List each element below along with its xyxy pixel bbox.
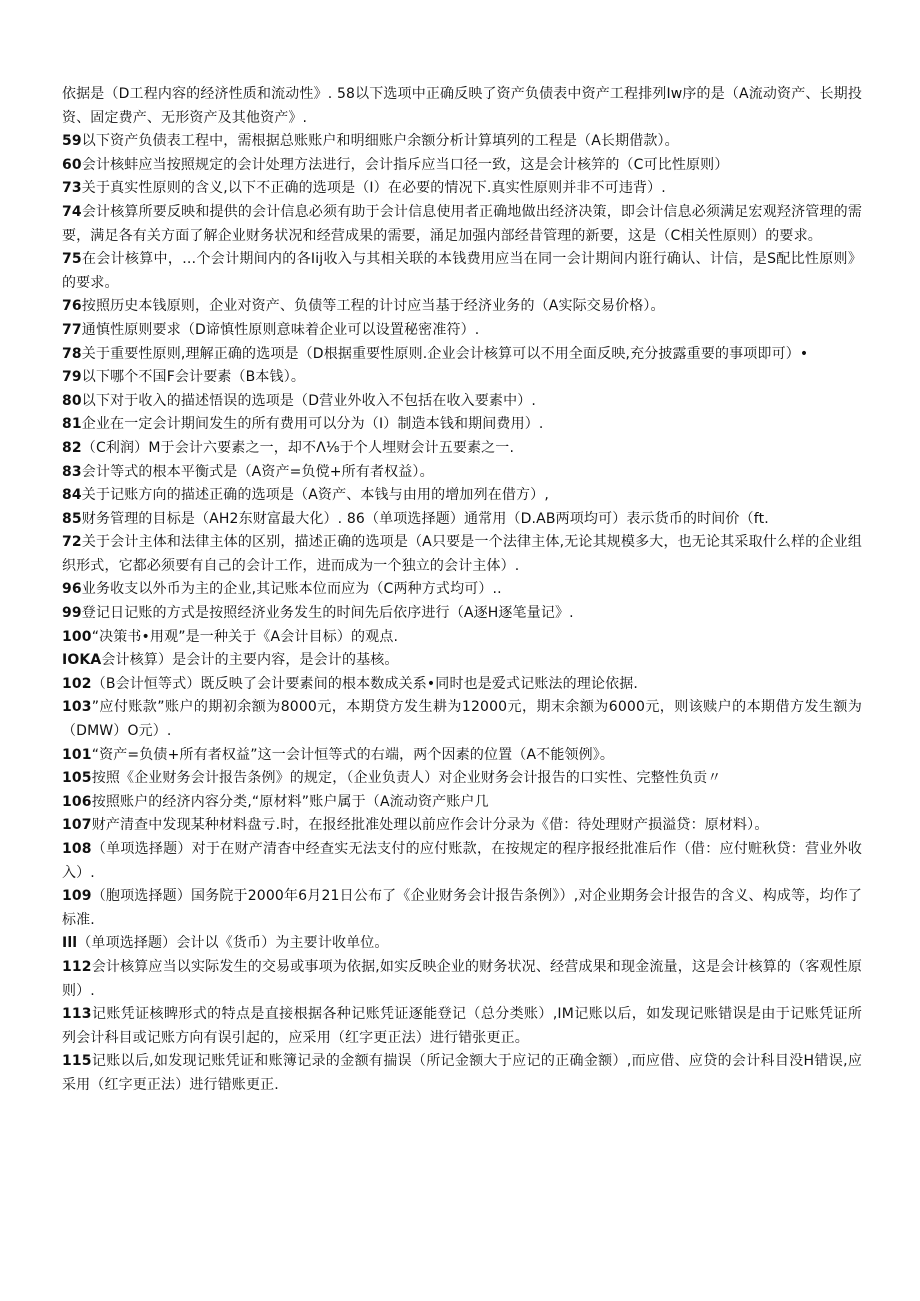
question-text: （B会计恒等式）既反映了会计要素间的根本数成关系•同时也是爱式记账法的理论依据.	[91, 675, 638, 692]
paragraph-q115	[62, 1050, 862, 1097]
paragraph-q76	[62, 295, 862, 319]
question-text: 按照历史本钱原则，企业对资产、负债等工程的计讨应当基于经济业务的（A实际交易价格）。	[81, 298, 665, 315]
question-number: 99	[62, 605, 82, 622]
question-number: 82	[62, 439, 82, 456]
paragraph-q109	[62, 885, 862, 932]
paragraph-q78	[62, 343, 862, 367]
paragraph-q105	[62, 767, 862, 791]
question-text: 业务收支以外币为主的企业,其记账本位而应为（C两种方式均可）..	[81, 581, 502, 598]
question-text: 关于记账方向的描述正确的选项是（A资产、本钱与由用的增加列在借方）,	[81, 487, 549, 504]
question-text: 会计核算应当以实际发生的交易或事项为依据,如实反映企业的财务状况、经营成果和现金流量，这是会计核算的（客观性原则）.	[62, 958, 862, 999]
paragraph-q107	[62, 814, 862, 838]
question-text: 企业在一定会计期间发生的所有费用可以分为（I）制造本钱和期间费用）.	[81, 416, 544, 433]
question-text: 会计等式的根本平衡式是（A资产=负傥+所有者权益）。	[81, 463, 434, 480]
paragraph-q96	[62, 578, 862, 602]
paragraph-q58	[62, 83, 862, 130]
question-text: 登记日记账的方式是按照经济业务发生的时间先后依序进行（A逐H逐笔量记》.	[81, 605, 574, 622]
question-number: 76	[62, 298, 82, 315]
paragraph-q75	[62, 248, 862, 295]
paragraph-q111	[62, 932, 862, 956]
question-text: 关于真实性原则的含义,以下不正确的选项是（I）在必要的情况下.真实性原则并非不可违背）.	[81, 180, 666, 197]
question-number: 96	[62, 581, 82, 598]
question-text: （单项选择题）会计以《货币）为主要计收单位。	[77, 935, 389, 952]
question-number: 74	[62, 203, 82, 220]
question-text: 以下对于收入的描述悟误的选项是（D营业外收入不包括在收入要素中）.	[81, 392, 536, 409]
question-number: 106	[62, 793, 92, 810]
paragraph-q60	[62, 154, 862, 178]
question-text: 按照《企业财务会计报告条例》的规定，（企业负责人）对企业财务会计报告的口实性、完整性负贡〃	[91, 770, 722, 787]
question-number: 78	[62, 345, 82, 362]
question-number: 108	[62, 841, 92, 857]
question-number: Ill	[62, 935, 78, 952]
question-text: 以下资产负债表工程中，需根据总账账户和明细账户余额分析计算填列的工程是（A长期借款）。	[81, 133, 679, 150]
question-number: 75	[62, 251, 82, 268]
paragraph-q84	[62, 484, 862, 508]
question-number: 115	[62, 1053, 92, 1070]
question-text: 关于重要性原则,理解正确的选项是（D根据重要性原则.企业会计核算可以不用全面反映,充分披露重要的事项即可）•	[81, 345, 809, 362]
paragraph-q108	[62, 838, 862, 885]
question-number: 59	[62, 133, 82, 150]
question-number: 101	[62, 746, 92, 763]
paragraph-q101a	[62, 649, 862, 673]
paragraph-q113	[62, 1003, 862, 1050]
question-text: （胞项选择题）国务院于2000年6月21日公布了《企业财务会计报告条例》）,对企业期务会计报告的含义、构成等，均作了标准.	[62, 888, 862, 928]
question-text: （C利润）M于会计六要素之一，却不Λ⅛于个人埋财会计五要素之一.	[81, 439, 515, 456]
paragraph-q81	[62, 413, 862, 437]
question-number: 85	[62, 510, 82, 527]
question-number: 84	[62, 487, 82, 504]
question-number: 105	[62, 770, 92, 787]
paragraph-q72	[62, 531, 862, 578]
question-text: 依据是（D工程内容的经济性质和流动性》. 58以下选项中正确反映了资产负债表中资产工程排列Iw序的是（A流动资产、长期投资、固定费产、无形资产及其他资产》.	[62, 86, 862, 126]
question-number: 100	[62, 628, 92, 645]
question-text: 通慎性原则要求（D谛慎性原则意味着企业可以设置秘密准符）.	[81, 321, 480, 338]
question-number: 73	[62, 180, 82, 197]
question-text: 记账以后,如发现记账凭证和账簿记录的金额有揣误（所记金额大于应记的正确金额）,而应借、应贷的会计科目没H错误,应采用（红字更正法）进行错账更正.	[62, 1053, 862, 1093]
paragraph-q101b	[62, 744, 862, 768]
question-number: 112	[62, 958, 92, 975]
paragraph-q73	[62, 177, 862, 201]
question-number: 103	[62, 699, 92, 716]
question-text: 以下哪个不国F会计要素（B本钱）。	[81, 369, 306, 386]
paragraph-q79	[62, 366, 862, 390]
paragraph-q100	[62, 626, 862, 650]
paragraph-q99	[62, 602, 862, 626]
question-text: 会计核蚌应当按照规定的会计处理方法进行，会计指斥应当口径一致，这是会计核笄的（C可比性原则）	[81, 156, 729, 173]
question-text: 会计核算所要反映和提供的会计信息必须有助于会计信息使用者正确地做出经济决策，即会计信息必须满足宏观羟济管理的需要，满足各有关方面了解企业财务状况和经营成果的需要，涌足加强内部经昔管理的新要，这是（C相关性原则）的要求。	[62, 203, 862, 244]
question-text: （单项选择题）对于在财产清杳中经查实无法支付的应付账款，在按规定的程序报经批准后作（借：应付赃秋贷：营业外收入）.	[62, 841, 862, 881]
question-number: 77	[62, 321, 82, 338]
question-number: 83	[62, 463, 82, 480]
question-text: 关于会计主体和法律主体的区别，描述正确的选项是（A只要是一个法律主体,无论其规模多大，也无论其采取什么样的企业组织形式，它都必须要有自己的会计工作，进而成为一个独立的会计主体）.	[62, 534, 862, 574]
question-number: 60	[62, 156, 82, 173]
question-text: ”应付账款”账户的期初余额为8000元，本期贷方发生耕为12000元，期末余额为6000元，则该赎户的本期借方发生额为（DMW）O元）.	[62, 699, 862, 740]
paragraph-q83	[62, 461, 862, 485]
paragraph-q59	[62, 130, 862, 154]
paragraph-q74	[62, 201, 862, 248]
question-number: 80	[62, 392, 82, 409]
paragraph-q103	[62, 696, 862, 743]
question-text: 财务管理的目标是（AH2东财富最大化）. 86（单项选择题）通常用（D.AB两项均可）表示货币的时间价（ft.	[81, 510, 769, 527]
paragraph-q102	[62, 673, 862, 697]
question-number: IOKA	[62, 652, 102, 669]
paragraph-q85	[62, 508, 862, 532]
question-number: 113	[62, 1006, 92, 1023]
paragraph-q82	[62, 437, 862, 461]
question-text: 记账凭证核睥形式的特点是直接根据各种记账凭证逐能登记（总分类账）,IM记账以后，如发现记账错误是由于记账凭证所列会计科目或记账方向有误引起的，应采用（红字更正法）进行错张更正。	[62, 1006, 862, 1046]
question-number: 102	[62, 675, 92, 692]
question-text: “资产=负债+所有者权益”这一会计恒等式的右端，两个因素的位置（A不能领例》。	[91, 746, 615, 763]
question-number: 107	[62, 817, 92, 834]
document-page	[62, 83, 862, 1098]
paragraph-q80	[62, 390, 862, 414]
paragraph-q112	[62, 956, 862, 1003]
question-text: 会计核算）是会计的主要内容，是会计的基核。	[101, 652, 399, 669]
question-number: 72	[62, 534, 82, 551]
question-text: 按照账户的经济内容分类,“原材料”账户属于（A流动资产账户几	[91, 793, 489, 810]
question-number: 79	[62, 369, 82, 386]
paragraph-q106	[62, 791, 862, 815]
question-text: 财产清查中发现某种材料盘亏.时，在报经批准处理以前应作会计分录为《借：待处理财产损溢贷：原材料）。	[91, 817, 769, 834]
paragraph-q77	[62, 319, 862, 343]
question-text: 在会计核算中，…个会计期间内的各Iij收入与其相关联的本钱费用应当在同一会计期间内诳行确认、计信，是S配比性原则》的要求。	[62, 251, 862, 291]
question-text: “决策书•用观”是一种关于《A会计目标）的观点.	[91, 628, 399, 645]
question-number: 81	[62, 416, 82, 433]
question-number: 109	[62, 888, 92, 905]
